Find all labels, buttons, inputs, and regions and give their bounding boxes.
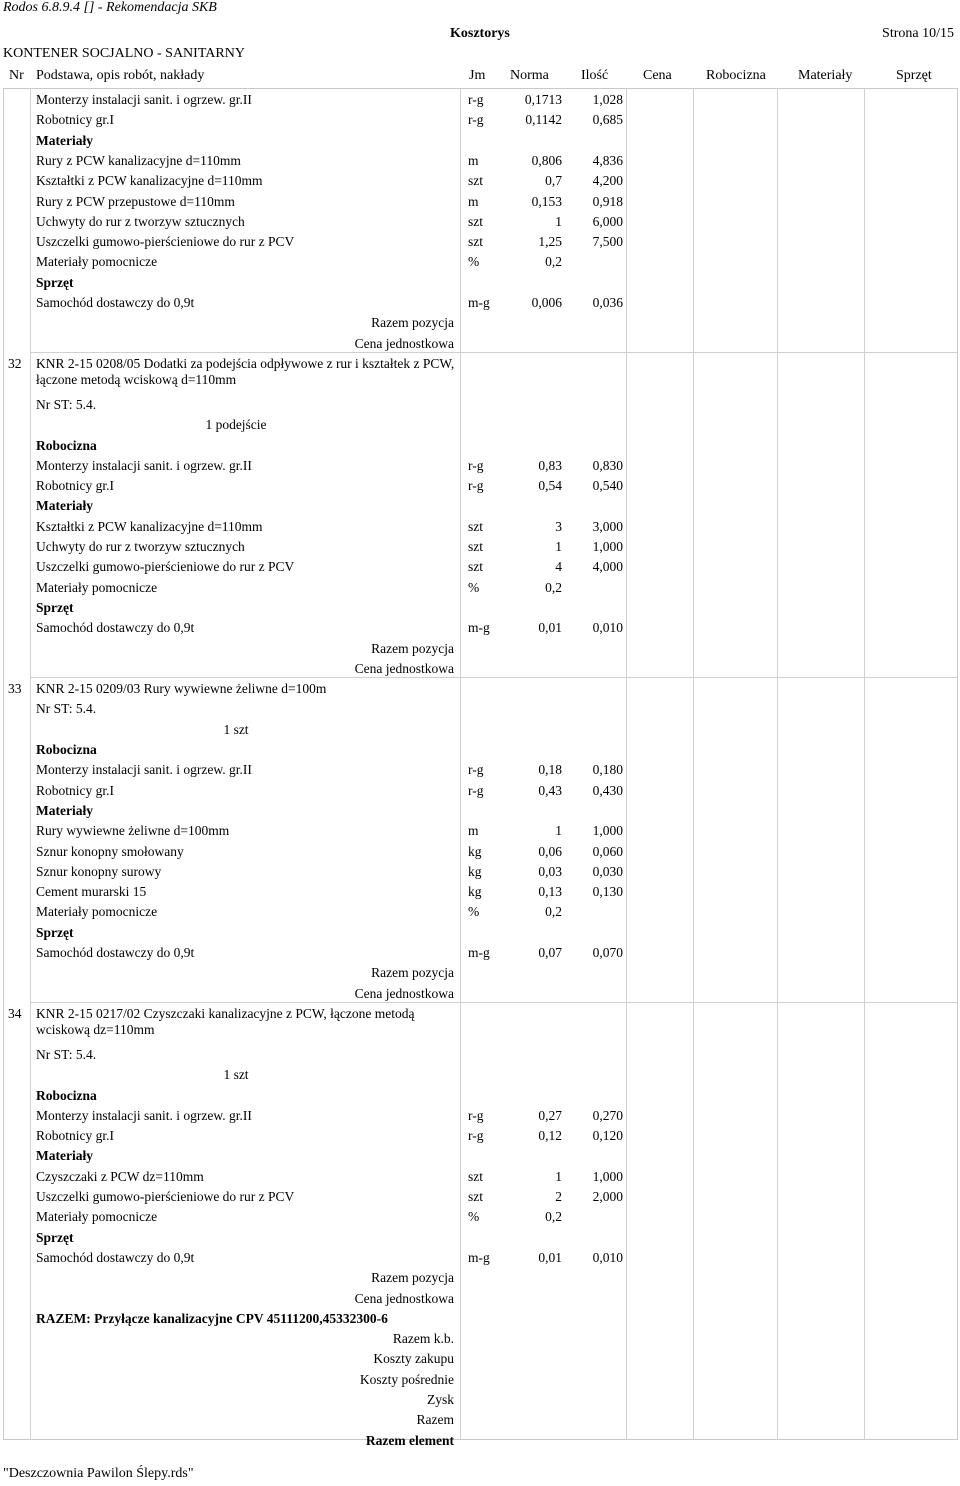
norma-cell: 0,13 (538, 884, 562, 900)
unit-measure: 1 szt (223, 1067, 249, 1083)
quantity-cell: 0,270 (592, 1107, 623, 1123)
norma-cell: 0,12 (538, 1128, 562, 1144)
section-label: Sprzęt (36, 924, 74, 940)
section-label: Robocizna (36, 742, 97, 757)
quantity-cell: 1,000 (592, 539, 623, 554)
norma-cell: 1,25 (538, 234, 562, 250)
quantity-cell: 0,070 (592, 945, 623, 960)
summary-row (0, 334, 960, 354)
col-basis: Podstawa, opis robót, nakłady (36, 68, 205, 83)
norma-cell: 0,006 (531, 295, 562, 310)
document-title: Kosztorys (450, 26, 510, 41)
table-row (0, 1126, 960, 1146)
col-jm: Jm (469, 68, 486, 83)
quantity-cell: 0,030 (592, 863, 623, 879)
section-row (0, 131, 960, 151)
item-name: Robotnicy gr.I (36, 1128, 114, 1144)
norma-cell: 0,18 (538, 762, 562, 778)
unit-cell: kg (468, 884, 482, 900)
file-name: "Deszczownia Pawilon Ślepy.rds" (3, 1466, 194, 1481)
quantity-cell: 1,028 (592, 92, 623, 107)
col-nr: Nr (9, 68, 24, 83)
unit-cell: r-g (468, 478, 484, 494)
unit-measure: 1 szt (223, 721, 249, 737)
unit-cell: r-g (468, 457, 484, 473)
col-materialy: Materiały (798, 68, 853, 83)
col-robocizna: Robocizna (706, 68, 766, 83)
quantity-cell: 1,000 (592, 823, 623, 839)
section-row (0, 1086, 960, 1106)
table-row (0, 720, 960, 740)
item-name: Nr ST: 5.4. (36, 701, 97, 717)
summary-row (0, 1289, 960, 1309)
quantity-cell: 0,060 (592, 843, 623, 859)
item-name: Sznur konopny smołowany (36, 843, 184, 859)
unit-cell: szt (468, 539, 483, 554)
table-row (0, 90, 960, 110)
summary-row (0, 1390, 960, 1410)
summary-label: Cena jednostkowa (354, 660, 454, 676)
section-label: Robocizna (36, 1087, 97, 1103)
table-row (0, 476, 960, 496)
section-label: RAZEM: Przyłącze kanalizacyjne CPV 45111200,45332300-6 (36, 1310, 388, 1326)
quantity-cell: 7,500 (592, 234, 623, 250)
norma-cell: 1 (555, 1168, 562, 1184)
quantity-cell: 0,430 (592, 782, 623, 798)
summary-row (0, 1268, 960, 1288)
app-title: Rodos 6.8.9.4 [] - Rekomendacja SKB (3, 0, 217, 15)
summary-row (0, 963, 960, 983)
summary-row (0, 1431, 960, 1451)
unit-cell: r-g (468, 1107, 484, 1123)
section-row (0, 1228, 960, 1248)
unit-cell: r-g (468, 112, 484, 128)
table-row (0, 902, 960, 922)
position-header-row (0, 354, 960, 387)
unit-cell: m (468, 193, 479, 209)
item-name: Samochód dostawczy do 0,9t (36, 1249, 195, 1265)
summary-row (0, 984, 960, 1004)
unit-cell: szt (468, 213, 483, 229)
object-name: KONTENER SOCJALNO - SANITARNY (3, 46, 245, 61)
item-name: Kształtki z PCW kanalizacyjne d=110mm (36, 173, 263, 189)
summary-label: Razem pozycja (371, 315, 454, 331)
item-name: Robotnicy gr.I (36, 782, 114, 798)
item-name: Nr ST: 5.4. (36, 1046, 97, 1062)
quantity-cell: 0,918 (592, 193, 623, 209)
col-norma: Norma (510, 68, 549, 83)
table-row (0, 862, 960, 882)
table-row (0, 171, 960, 191)
table-row (0, 842, 960, 862)
norma-cell: 4 (555, 559, 562, 575)
quantity-cell: 0,120 (592, 1128, 623, 1144)
item-name: Uszczelki gumowo-pierścieniowe do rur z PCV (36, 559, 295, 575)
table-row (0, 232, 960, 252)
page-number: Strona 10/15 (882, 26, 954, 41)
unit-cell: szt (468, 559, 483, 575)
item-name: Czyszczaki z PCW dz=110mm (36, 1168, 204, 1184)
unit-measure: 1 podejście (205, 417, 267, 433)
norma-cell: 0,06 (538, 843, 562, 859)
table-row (0, 557, 960, 577)
unit-cell: r-g (468, 782, 484, 798)
summary-label: Koszty zakupu (373, 1351, 454, 1367)
table-row (0, 618, 960, 638)
quantity-cell: 0,830 (592, 457, 623, 473)
unit-cell: szt (468, 234, 483, 250)
item-name: Samochód dostawczy do 0,9t (36, 620, 195, 636)
unit-cell: m (468, 823, 479, 839)
unit-cell: r-g (468, 92, 484, 107)
section-label: Materiały (36, 132, 93, 148)
summary-label: Zysk (427, 1392, 454, 1407)
unit-cell: m (468, 152, 479, 168)
summary-row (0, 1329, 960, 1349)
unit-cell: r-g (468, 1128, 484, 1144)
item-name: Monterzy instalacji sanit. i ogrzew. gr.II (36, 1107, 252, 1123)
column-header-row (3, 66, 957, 86)
item-name: Monterzy instalacji sanit. i ogrzew. gr.II (36, 457, 252, 473)
item-name: Monterzy instalacji sanit. i ogrzew. gr.II (36, 762, 252, 778)
item-name: Rury wywiewne żeliwne d=100mm (36, 823, 230, 839)
table-row (0, 760, 960, 780)
norma-cell: 3 (555, 518, 562, 534)
section-row (0, 436, 960, 456)
summary-label: Cena jednostkowa (354, 335, 454, 351)
position-number: 33 (8, 681, 22, 697)
unit-cell: szt (468, 173, 483, 189)
unit-cell: szt (468, 1189, 483, 1204)
norma-cell: 0,2 (545, 579, 562, 595)
table-row (0, 110, 960, 130)
item-name: Monterzy instalacji sanit. i ogrzew. gr.II (36, 92, 252, 107)
table-row (0, 192, 960, 212)
summary-row (0, 659, 960, 679)
table-row (0, 1248, 960, 1268)
summary-label: Razem k.b. (392, 1331, 454, 1347)
norma-cell: 0,03 (538, 863, 562, 879)
item-name: Robotnicy gr.I (36, 478, 114, 494)
summary-label: Razem pozycja (371, 965, 454, 981)
summary-row (0, 639, 960, 659)
table-row (0, 781, 960, 801)
col-ilosc: Ilość (581, 68, 609, 83)
section-row (0, 273, 960, 293)
position-separator (30, 352, 957, 353)
norma-cell: 2 (555, 1189, 562, 1204)
table-row (0, 395, 960, 415)
section-label: Sprzęt (36, 274, 74, 290)
table-row (0, 212, 960, 232)
item-name: Nr ST: 5.4. (36, 396, 97, 412)
norma-cell: 0,2 (545, 1209, 562, 1225)
unit-cell: kg (468, 863, 482, 879)
section-row (0, 496, 960, 516)
col-sprzet: Sprzęt (896, 68, 932, 83)
item-name: Samochód dostawczy do 0,9t (36, 295, 195, 310)
summary-label: Razem (416, 1412, 454, 1428)
quantity-cell: 4,200 (592, 173, 623, 189)
table-row (0, 252, 960, 272)
unit-cell: szt (468, 1168, 483, 1184)
norma-cell: 1 (555, 213, 562, 229)
unit-cell: m-g (468, 1249, 490, 1265)
summary-label: Koszty pośrednie (359, 1371, 454, 1387)
table-row (0, 1207, 960, 1227)
section-label: Materiały (36, 802, 93, 818)
quantity-cell: 0,130 (592, 884, 623, 900)
unit-cell: kg (468, 843, 482, 859)
item-name: Kształtki z PCW kanalizacyjne d=110mm (36, 518, 263, 534)
norma-cell: 0,54 (538, 478, 562, 494)
table-row (0, 456, 960, 476)
unit-cell: % (468, 904, 480, 920)
unit-cell: r-g (468, 762, 484, 778)
norma-cell: 0,83 (538, 457, 562, 473)
norma-cell: 0,43 (538, 782, 562, 798)
position-number: 32 (8, 355, 22, 371)
norma-cell: 0,27 (538, 1107, 562, 1123)
item-name: Uszczelki gumowo-pierścieniowe do rur z PCV (36, 234, 295, 250)
item-name: Materiały pomocnicze (36, 904, 158, 920)
quantity-cell: 0,685 (592, 112, 623, 128)
summary-row (0, 313, 960, 333)
section-row (0, 923, 960, 943)
item-name: Robotnicy gr.I (36, 112, 114, 128)
norma-cell: 0,2 (545, 904, 562, 920)
table-row (0, 821, 960, 841)
table-row (0, 578, 960, 598)
norma-cell: 0,07 (538, 945, 562, 960)
quantity-cell: 3,000 (592, 518, 623, 534)
table-row (0, 1167, 960, 1187)
section-row (0, 598, 960, 618)
position-header-row (0, 679, 960, 699)
section-label: Materiały (36, 1148, 93, 1164)
unit-cell: m-g (468, 295, 490, 310)
summary-row (0, 1349, 960, 1369)
item-name: Uszczelki gumowo-pierścieniowe do rur z PCV (36, 1189, 295, 1204)
position-separator (30, 677, 957, 678)
unit-cell: m-g (468, 945, 490, 960)
norma-cell: 0,1713 (524, 92, 562, 107)
position-header-row (0, 1004, 960, 1037)
norma-cell: 0,1142 (525, 112, 562, 128)
section-row (0, 801, 960, 821)
table-row (0, 699, 960, 719)
item-name: Uchwyty do rur z tworzyw sztucznych (36, 213, 245, 229)
section-row (0, 740, 960, 760)
norma-cell: 1 (555, 539, 562, 554)
norma-cell: 0,153 (531, 193, 562, 209)
quantity-cell: 0,010 (592, 1249, 623, 1265)
table-row (0, 943, 960, 963)
item-name: Cement murarski 15 (36, 884, 147, 900)
quantity-cell: 1,000 (592, 1168, 623, 1184)
unit-cell: % (468, 1209, 480, 1225)
table-row (0, 151, 960, 171)
table-row (0, 517, 960, 537)
position-separator (30, 1002, 957, 1003)
item-name: Materiały pomocnicze (36, 579, 158, 595)
unit-cell: m-g (468, 620, 490, 636)
quantity-cell: 0,540 (592, 478, 623, 494)
section-label: Sprzęt (36, 1229, 74, 1245)
item-name: Materiały pomocnicze (36, 254, 158, 270)
quantity-cell: 0,180 (592, 762, 623, 778)
item-name: Sznur konopny surowy (36, 863, 162, 879)
section-row (0, 1309, 960, 1329)
item-name: Materiały pomocnicze (36, 1209, 158, 1225)
col-cena: Cena (643, 68, 672, 83)
section-row (0, 1146, 960, 1166)
section-label: Robocizna (36, 437, 97, 453)
position-description: KNR 2-15 0208/05 Dodatki za podejścia odpływowe z rur i kształtek z PCW, łączone metodą wciskową d=110mm (36, 355, 455, 387)
position-number: 34 (8, 1005, 22, 1021)
table-row (0, 1065, 960, 1085)
summary-label: Razem element (365, 1432, 454, 1448)
section-label: Materiały (36, 498, 93, 514)
summary-label: Razem pozycja (371, 1270, 454, 1286)
position-description: KNR 2-15 0217/02 Czyszczaki kanalizacyjne z PCW, łączone metodą wciskową dz=110mm (36, 1005, 415, 1037)
unit-cell: szt (468, 518, 483, 534)
table-row (0, 1045, 960, 1065)
table-row (0, 882, 960, 902)
item-name: Uchwyty do rur z tworzyw sztucznych (36, 539, 245, 554)
summary-label: Razem pozycja (371, 640, 454, 656)
norma-cell: 0,01 (538, 620, 562, 636)
quantity-cell: 0,010 (592, 620, 623, 636)
norma-cell: 1 (555, 823, 562, 839)
unit-cell: % (468, 254, 480, 270)
norma-cell: 0,01 (538, 1249, 562, 1265)
table-row (0, 293, 960, 313)
summary-label: Cena jednostkowa (354, 1290, 454, 1306)
quantity-cell: 4,836 (592, 152, 623, 168)
unit-cell: % (468, 579, 480, 595)
quantity-cell: 4,000 (592, 559, 623, 575)
item-name: Samochód dostawczy do 0,9t (36, 945, 195, 960)
quantity-cell: 0,036 (592, 295, 623, 310)
table-row (0, 1106, 960, 1126)
quantity-cell: 2,000 (592, 1189, 623, 1204)
summary-label: Cena jednostkowa (354, 985, 454, 1001)
quantity-cell: 6,000 (592, 213, 623, 229)
table-row (0, 415, 960, 435)
item-name: Rury z PCW kanalizacyjne d=110mm (36, 152, 241, 168)
section-label: Sprzęt (36, 599, 74, 615)
table-row (0, 537, 960, 557)
norma-cell: 0,806 (531, 152, 562, 168)
item-name: Rury z PCW przepustowe d=110mm (36, 193, 235, 209)
table-row (0, 1187, 960, 1207)
norma-cell: 0,7 (545, 173, 562, 189)
norma-cell: 0,2 (545, 254, 562, 270)
position-description: KNR 2-15 0209/03 Rury wywiewne żeliwne d=100m (36, 681, 327, 697)
summary-row (0, 1410, 960, 1430)
summary-row (0, 1370, 960, 1390)
